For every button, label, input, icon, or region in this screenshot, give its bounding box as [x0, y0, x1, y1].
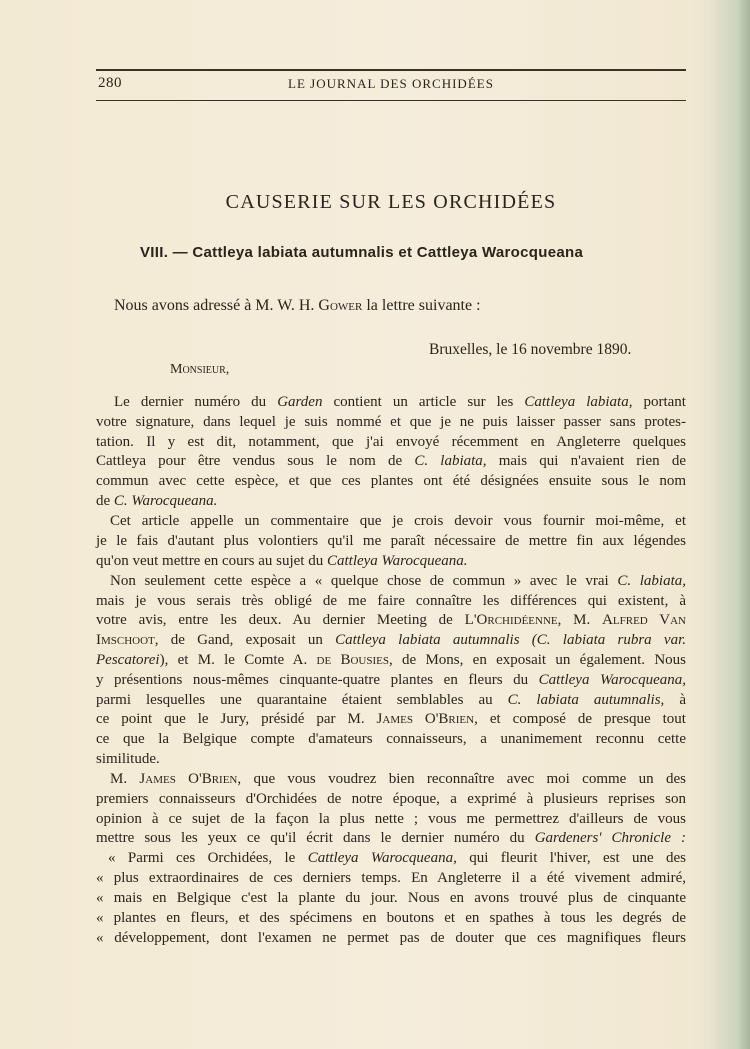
text-line: [96, 890, 686, 907]
text-segment: Cattleya labiata autumnalis (C. labiata rubra var.: [335, 632, 686, 648]
journal-title: LE JOURNAL DES ORCHIDÉES: [288, 76, 494, 91]
text-line: [96, 811, 686, 828]
text-segment: Imschoot: [96, 632, 155, 648]
text-line: [96, 434, 686, 451]
text-segment: Pescatorei: [96, 652, 160, 668]
text-line: [96, 632, 686, 649]
text-segment: parmi lesquelles une quarantaine étaient semblables au: [96, 692, 508, 708]
text-segment: Cattleya labiata,: [524, 394, 633, 410]
text-line: [96, 612, 686, 629]
text-segment: opinion à ce sujet de la façon la plus nette ; vous me permettrez d'ailleurs de vous: [96, 811, 686, 827]
text-segment: mais je vous serais très obligé de me faire connaître les différences qui existent, à: [96, 593, 686, 609]
text-line: [96, 692, 686, 709]
letter-date: Bruxelles, le 16 novembre 1890.: [429, 341, 632, 358]
text-segment: tation. Il y est dit, notamment, que j'ai envoyé récemment en Angleterre quelques: [96, 434, 686, 450]
text-segment: Cattleya Warocqueana.: [326, 553, 468, 569]
running-header: [96, 75, 686, 95]
text-line: [96, 791, 686, 808]
article-title: CAUSERIE SUR LES ORCHIDÉES: [225, 191, 557, 213]
text-segment: qui fleurit l'hiver, est une des: [456, 850, 686, 866]
page-number: 280: [98, 75, 122, 91]
text-line: [96, 533, 686, 550]
text-segment: ce point que le Jury, présidé par M.: [96, 711, 377, 727]
intro-text-end: la lettre suivante :: [362, 297, 481, 314]
text-segment: Le dernier numéro du: [114, 394, 278, 410]
intro-name: Gower: [318, 297, 363, 314]
header-rule-top: [96, 69, 686, 71]
text-line: [96, 593, 686, 610]
text-line: [96, 731, 686, 748]
text-segment: votre avis, entre les deux. Au dernier Meeting de: [96, 612, 465, 628]
text-segment: qu'on veut mettre en cours au sujet du: [96, 553, 327, 569]
text-line: [96, 672, 686, 689]
text-segment: , de Gand, exposait un: [154, 632, 336, 648]
text-line: [96, 493, 686, 510]
text-line: [108, 850, 686, 867]
text-segment: contient un article sur les: [322, 394, 525, 410]
text-segment: de Bousies: [316, 652, 389, 668]
text-line: [96, 652, 686, 669]
text-segment: James O'Brien: [376, 711, 475, 727]
text-segment: commun avec cette espèce, et que ces plantes ont été désignées ensuite sous le nom: [96, 473, 686, 489]
text-segment: à: [664, 692, 686, 708]
text-line: [96, 910, 686, 927]
text-segment: Alfred Van: [602, 612, 687, 628]
text-line: [96, 414, 686, 431]
text-segment: James O'Brien: [139, 771, 238, 787]
text-segment: C. Warocqueana.: [113, 493, 218, 509]
text-line: [110, 573, 686, 590]
text-segment: mais qui n'avaient rien de: [486, 453, 686, 469]
text-segment: M.: [110, 771, 140, 787]
text-segment: , et composé de presque tout: [474, 711, 686, 727]
text-line: [96, 473, 686, 490]
text-line: [96, 870, 686, 887]
text-segment: Cattleya Warocqueana,: [307, 850, 457, 866]
text-segment: mettre sous les yeux ce qu'il écrit dans le dernier numéro du: [96, 830, 535, 846]
text-line: [96, 453, 686, 470]
text-segment: ce que la Belgique compte d'amateurs connaisseurs, a unanimement reconnu cette: [96, 731, 686, 747]
text-line: [96, 751, 686, 768]
text-segment: L'Orchidéenne: [464, 612, 558, 628]
text-line: [96, 830, 686, 847]
intro-text-start: Nous avons adressé à M. W. H.: [114, 297, 319, 314]
text-segment: , M.: [557, 612, 603, 628]
text-line: [110, 771, 686, 788]
text-segment: Cet article appelle un commentaire que je crois devoir vous fournir moi-même, et: [110, 513, 686, 529]
text-line: [114, 394, 686, 411]
text-segment: Garden: [277, 394, 323, 410]
text-segment: Cattleya Warocqueana,: [538, 672, 686, 688]
page-edge-shadow: [710, 0, 750, 1049]
text-line: [110, 513, 686, 530]
text-segment: votre signature, dans lequel je suis nommé et que je ne puis laisser passer sans protes-: [96, 414, 686, 430]
text-segment: « Parmi ces Orchidées, le: [108, 850, 308, 866]
text-segment: « développement, dont l'examen ne permet pas de douter que ces magnifiques fleurs: [96, 930, 686, 946]
text-segment: portant: [632, 394, 686, 410]
text-segment: Cattleya pour être vendus sous le nom de: [96, 453, 415, 469]
text-segment: Gardeners' Chronicle :: [534, 830, 686, 846]
text-segment: y présentions nous-mêmes cinquante-quatre plantes en fleurs du: [96, 672, 539, 688]
header-rule-bottom: [96, 100, 686, 101]
text-segment: premiers connaisseurs d'Orchidées de notre époque, a exprimé à plusieurs reprises son: [96, 791, 686, 807]
text-segment: ), et M. le Comte A.: [159, 652, 317, 668]
text-segment: « mais en Belgique c'est la plante du jour. Nous en avons trouvé plus de cinquante: [96, 890, 686, 906]
text-segment: C. labiata,: [617, 573, 687, 589]
text-segment: de: [96, 493, 114, 509]
text-segment: C. labiata autumnalis,: [507, 692, 665, 708]
letter-salutation: Monsieur,: [170, 362, 230, 377]
text-line: [96, 553, 686, 570]
text-line: [96, 930, 686, 947]
text-segment: je le fais d'autant plus volontiers qu'il me paraît nécessaire de mettre fin aux légendes: [96, 533, 686, 549]
article-subtitle: VIII. — Cattleya labiata autumnalis et Cattleya Warocqueana: [140, 244, 584, 261]
text-segment: , de Mons, en exposait un également. Nous: [389, 652, 686, 668]
text-segment: « plus extraordinaires de ces derniers temps. En Angleterre il a été vivement admiré,: [96, 870, 686, 886]
intro-sentence: [114, 297, 481, 315]
text-segment: similitude.: [96, 751, 160, 767]
text-segment: Non seulement cette espèce a « quelque chose de commun » avec le vrai: [110, 573, 618, 589]
text-segment: C. labiata,: [414, 453, 487, 469]
text-segment: « plantes en fleurs, et des spécimens en boutons et en spathes à tous les degrés de: [96, 910, 686, 926]
text-segment: , que vous voudrez bien reconnaître avec moi comme un des: [237, 771, 686, 787]
text-line: [96, 711, 686, 728]
